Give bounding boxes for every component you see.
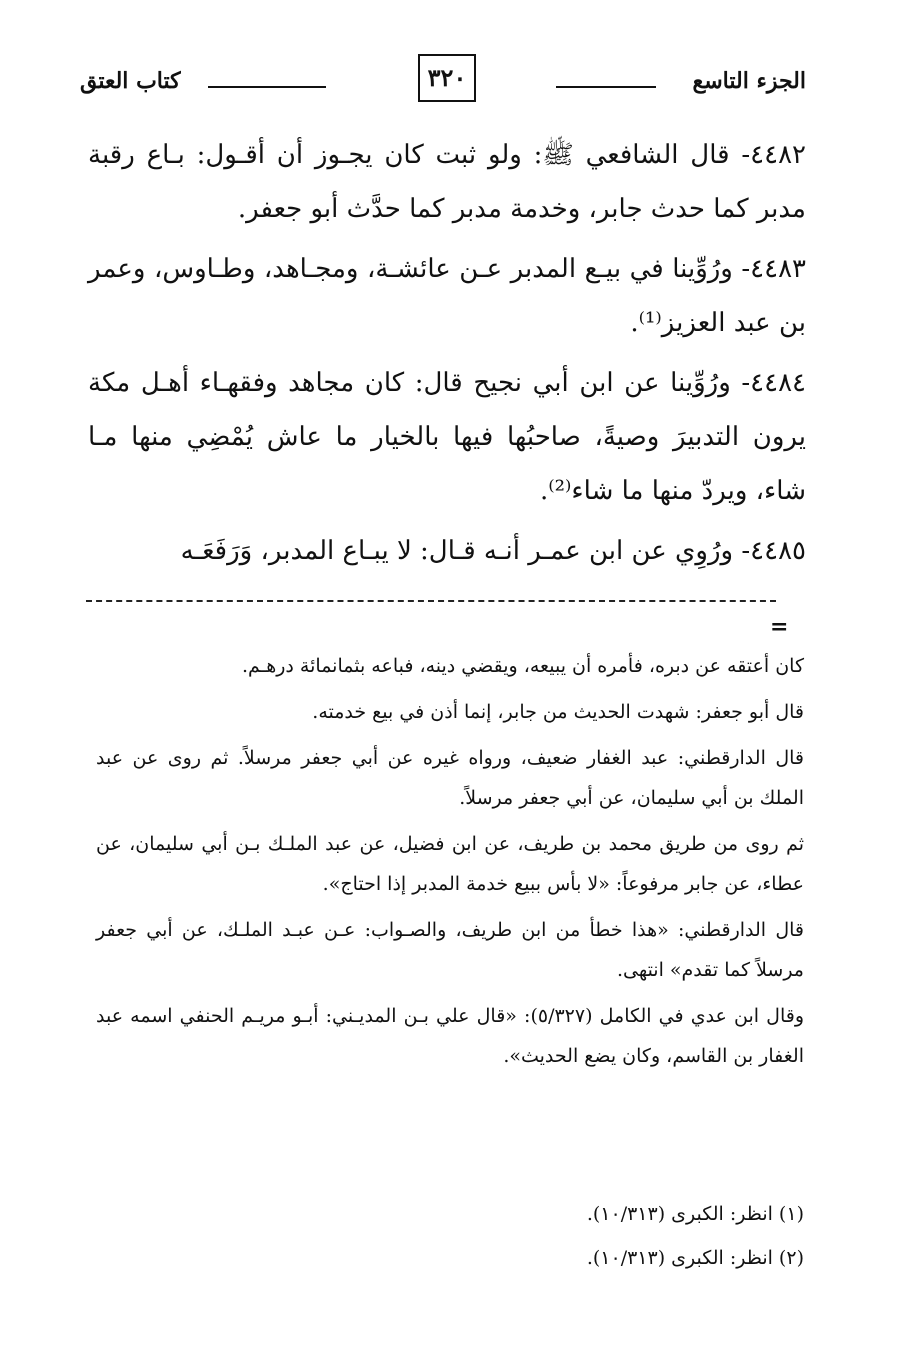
footnote-separator — [86, 600, 776, 602]
commentary — [96, 646, 804, 1082]
footnote-2: (٢) انظر: الكبرى (١٠/٣١٣). — [586, 1247, 804, 1269]
commentary-line: كان أعتقه عن دبره، فأمره أن يبيعه، ويقضي دينه، فباعه بثمانمائة درهـم. — [241, 655, 804, 677]
header-rule-left — [208, 86, 326, 88]
part-title: الجزء التاسع — [692, 68, 806, 94]
main-text — [88, 128, 806, 582]
paragraph-4485: ٤٤٨٥- ورُوِي عن ابن عمـر أنـه قـال: لا يبـاع المدبر، وَرَفَعَـه — [180, 536, 806, 566]
paragraph-4483: ٤٤٨٣- ورُوِّينا في بيـع المدبر عـن عائشـة، ومجـاهد، وطـاوس، وعمر بن عبد العزيز⁽¹⁾. — [88, 254, 806, 338]
page-header — [80, 54, 806, 108]
footnote-1: (١) انظر: الكبرى (١٠/٣١٣). — [586, 1203, 804, 1225]
commentary-line: ثم روى من طريق محمد بن طريف، عن ابن فضيل، عن عبد الملـك بـن أبي سليمان، عن عطاء، عن جابر مرفوعاً: «لا بأس ببيع خدمة المدبر إذا احتاج». — [96, 833, 804, 895]
page-number: ٣٢٠ — [418, 54, 476, 102]
continuation-mark: = — [770, 614, 789, 640]
book-title: كتاب العتق — [80, 68, 181, 94]
paragraph-4484: ٤٤٨٤- ورُوِّينا عن ابن أبي نجيح قال: كان مجاهد وفقهـاء أهـل مكة يرون التدبيرَ وصيةً، صاحبُها فيها بالخيار ما عاش يُمْضِي منها مـا شاء، ويردّ منها ما شاء⁽²⁾. — [88, 368, 806, 506]
header-rule-right — [556, 86, 656, 88]
commentary-line: قال الدارقطني: عبد الغفار ضعيف، ورواه غيره عن أبي جعفر مرسلاً. ثم روى عن عبد الملك بن أبي سليمان، عن أبي جعفر مرسلاً. — [96, 747, 804, 809]
commentary-line: قال أبو جعفر: شهدت الحديث من جابر، إنما أذن في بيع خدمته. — [312, 701, 804, 723]
footnotes — [96, 1190, 804, 1282]
paragraph-4482: ٤٤٨٢- قال الشافعي ﷺ: ولو ثبت كان يجـوز أن أقـول: بـاع رقبة مدبر كما حدث جابر، وخدمة مدبر كما حدَّث أبو جعفر. — [88, 140, 806, 224]
commentary-line: قال الدارقطني: «هذا خطأ من ابن طريف، والصـواب: عـن عبـد الملـك، عن أبي جعفر مرسلاً كما تقدم» انتهى. — [96, 919, 804, 981]
commentary-line: وقال ابن عدي في الكامل (٥/٣٢٧): «قال علي بـن المديـني: أبـو مريـم الحنفي اسمه عبد الغفار بن القاسم، وكان يضع الحديث». — [96, 1005, 804, 1067]
